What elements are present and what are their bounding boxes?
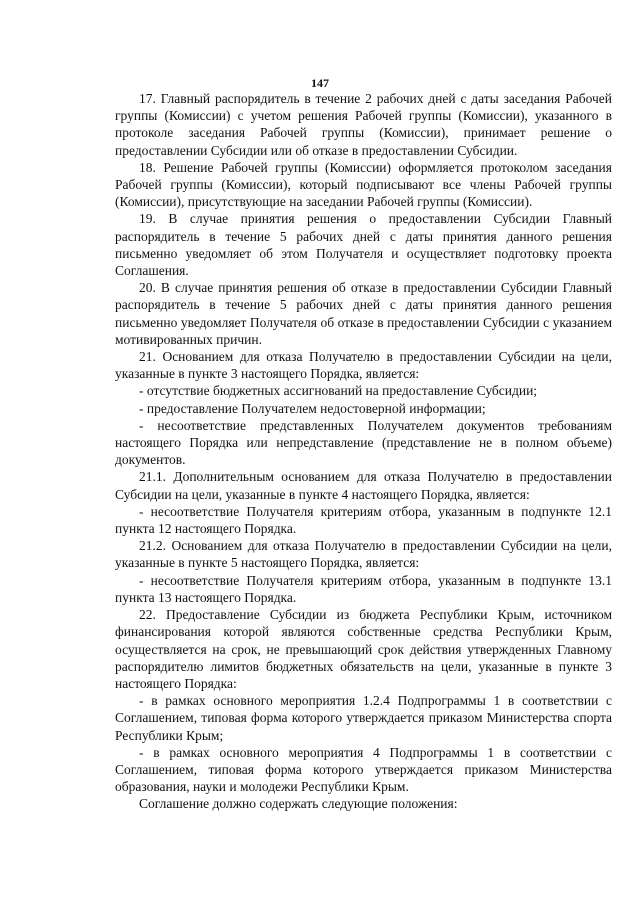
list-item: - предоставление Получателем недостоверной информации; [139, 400, 486, 416]
list-item: - несоответствие Получателя критериям отбора, указанным в подпункте 12.1 пункта 12 настоящего Порядка. [115, 503, 612, 537]
paragraph-21: 21. Основанием для отказа Получателю в предоставлении Субсидии на цели, указанные в пункте 3 настоящего Порядка, является: [115, 349, 612, 382]
list-item: - в рамках основного мероприятия 1.2.4 Подпрограммы 1 в соответствии с Соглашением, типовая форма которого утверждается приказом Министерства спорта Республики Крым; [115, 693, 612, 743]
page-number: 147 [311, 76, 329, 90]
list-item: - несоответствие представленных Получателем документов требованиям настоящего Порядка или непредставление (представление не в полном объеме) документов. [115, 417, 612, 468]
list-item: - несоответствие Получателя критериям отбора, указанным в подпункте 13.1 пункта 13 настоящего Порядка. [115, 572, 612, 605]
paragraph-21-2: 21.2. Основанием для отказа Получателю в предоставлении Субсидии на цели, указанные в пункте 5 настоящего Порядка, является: [115, 538, 612, 571]
document-body [115, 90, 612, 813]
paragraph-21-1: 21.1. Дополнительным основанием для отказа Получателю в предоставлении Субсидии на цели, указанные в пункте 4 настоящего Порядка, является: [115, 469, 612, 502]
list-item: - в рамках основного мероприятия 4 Подпрограммы 1 в соответствии с Соглашением, типовая форма которого утверждается приказом Министерства образования, науки и молодежи Республики Крым. [115, 744, 612, 795]
paragraph-22: 22. Предоставление Субсидии из бюджета Республики Крым, источником финансирования которой являются собственные средства Республики Крым, осуществляется на срок, не превышающий срок действия утвержденных Главному распорядителю лимитов бюджетных обязательств на цели, указанные в пункте 3 настоящего Порядка: [115, 607, 612, 691]
paragraph-agreement: Соглашение должно содержать следующие положения: [139, 796, 458, 812]
paragraph-20: 20. В случае принятия решения об отказе в предоставлении Субсидии Главный распорядитель в течение 5 рабочих дней с даты принятия данного решения письменно уведомляет Получателя об отказе в предоставлении Субсидии с указанием мотивированных причин. [115, 280, 612, 347]
paragraph-18: 18. Решение Рабочей группы (Комиссии) оформляется протоколом заседания Рабочей группы (Комиссии), который подписывают все члены Рабочей группы (Комиссии), присутствующие на заседании Рабочей группы (Комиссии). [115, 159, 612, 210]
list-item: - отсутствие бюджетных ассигнований на предоставление Субсидии; [139, 383, 538, 399]
paragraph-19: 19. В случае принятия решения о предоставлении Субсидии Главный распорядитель в течение 5 рабочих дней с даты принятия данного решения письменно уведомляет об этом Получателя и осуществляет подготовку проекта Соглашения. [115, 211, 612, 279]
paragraph-17: 17. Главный распорядитель в течение 2 рабочих дней с даты заседания Рабочей группы (Комиссии) с учетом решения Рабочей группы (Комиссии), указанного в протоколе заседания Рабочей группы (Комиссии), принимает решение о предоставлении Субсидии или об отказе в предоставлении Субсидии. [115, 91, 612, 158]
